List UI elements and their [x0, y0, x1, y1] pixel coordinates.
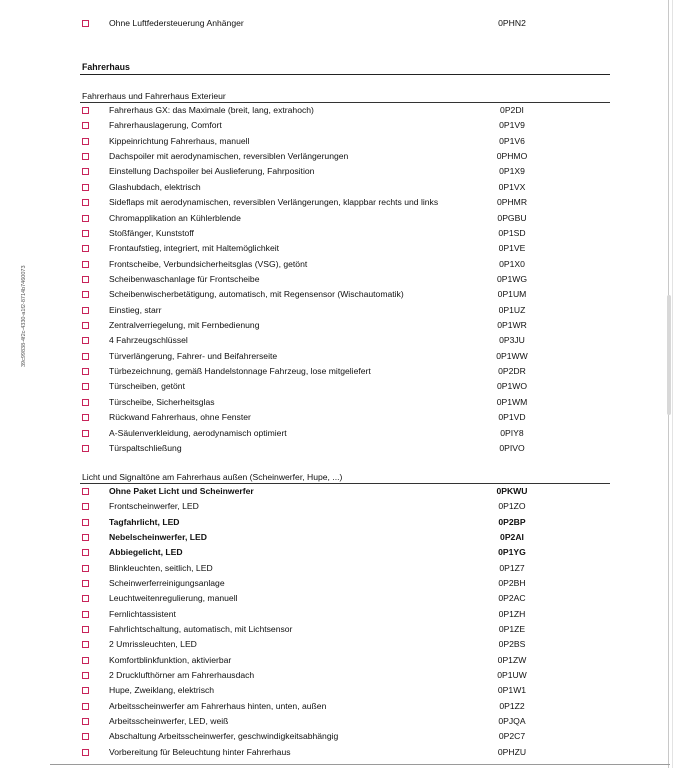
item-code: 0P1VE — [498, 243, 526, 254]
item-code: 0P1WM — [496, 396, 528, 407]
item-code: 0PHMO — [496, 151, 528, 162]
section-rule — [80, 74, 610, 75]
checkbox-icon — [82, 399, 89, 406]
checkbox-icon — [82, 580, 89, 587]
list-item — [82, 272, 610, 287]
checkbox-icon — [82, 368, 89, 375]
list-item — [82, 149, 610, 164]
item-description: Türspaltschließung — [109, 442, 182, 453]
item-description: Arbeitsscheinwerfer, LED, weiß — [109, 715, 229, 726]
item-description: 2 Drucklufthörner am Fahrerhausdach — [109, 669, 255, 680]
item-code: 0P1WG — [496, 273, 528, 284]
checkbox-icon — [82, 687, 89, 694]
checkbox-icon — [82, 519, 89, 526]
item-description: A-Säulenverkleidung, aerodynamisch optimiert — [109, 427, 287, 438]
item-description: Blinkleuchten, seitlich, LED — [109, 562, 213, 573]
checkbox-icon — [82, 153, 89, 160]
item-code: 0P1V6 — [499, 135, 525, 146]
checkbox-icon — [82, 549, 89, 556]
item-description: Sideflaps mit aerodynamischen, reversiblen Verlängerungen, klappbar rechts und links — [109, 197, 439, 208]
checkbox-icon — [82, 488, 89, 495]
list-item — [82, 668, 610, 683]
item-code: 0P2AI — [500, 531, 524, 542]
item-code: 0PHZU — [497, 746, 527, 757]
checkbox-icon — [82, 230, 89, 237]
list-item — [82, 195, 610, 210]
item-code: 0P1Z2 — [499, 700, 525, 711]
list-item — [82, 515, 610, 530]
item-code: 0P2DR — [498, 366, 526, 377]
checkbox-icon — [82, 291, 89, 298]
checkbox-icon — [82, 245, 89, 252]
item-code: 0PKWU — [496, 486, 528, 496]
item-description: Tagfahrlicht, LED — [109, 516, 180, 527]
list-item — [82, 545, 610, 560]
list-item — [82, 683, 610, 698]
item-description: Ohne Luftfedersteuerung Anhänger — [109, 18, 244, 28]
checkbox-icon — [82, 565, 89, 572]
checkbox-icon — [82, 611, 89, 618]
list-item — [82, 484, 610, 499]
list-item — [82, 426, 610, 441]
item-description: Fahrerhauslagerung, Comfort — [109, 120, 222, 131]
checkbox-icon — [82, 276, 89, 283]
list-item — [82, 637, 610, 652]
checkbox-icon — [82, 199, 89, 206]
item-code: 0P1VX — [498, 181, 526, 192]
item-description: Rückwand Fahrerhaus, ohne Fenster — [109, 412, 251, 423]
item-description: Komfortblinkfunktion, aktivierbar — [109, 654, 232, 665]
item-code: 0P2AC — [498, 593, 526, 604]
item-code: 0P3JU — [499, 335, 525, 346]
list-item — [82, 241, 610, 256]
list-item — [82, 211, 610, 226]
checkbox-icon — [82, 383, 89, 390]
item-code: 0P2BP — [498, 516, 526, 527]
item-code: 0P1SD — [498, 227, 526, 238]
item-code: 0P1ZE — [498, 623, 526, 634]
item-code: 0PIVO — [499, 442, 525, 453]
item-description: Frontscheinwerfer, LED — [109, 501, 199, 512]
item-description: Arbeitsscheinwerfer am Fahrerhaus hinten, unten, außen — [109, 700, 327, 711]
item-code: 0P2BH — [498, 577, 526, 588]
list-item — [82, 379, 610, 394]
item-description: Scheibenwischerbetätigung, automatisch, mit Regensensor (Wischautomatik) — [109, 289, 404, 300]
item-code: 0P1UM — [497, 289, 527, 300]
list-item — [82, 364, 610, 379]
checkbox-icon — [82, 414, 89, 421]
item-description: Türverlängerung, Fahrer- und Beifahrerseite — [109, 350, 278, 361]
checkbox-icon — [82, 215, 89, 222]
list-item — [82, 653, 610, 668]
item-description: Kippeinrichtung Fahrerhaus, manuell — [109, 135, 250, 146]
checkbox-icon — [82, 138, 89, 145]
list-item — [82, 530, 610, 545]
checkbox-icon — [82, 261, 89, 268]
checkbox-icon — [82, 430, 89, 437]
checkbox-icon — [82, 168, 89, 175]
list-item — [82, 318, 610, 333]
list-item — [82, 699, 610, 714]
list-item — [82, 164, 610, 179]
checkbox-icon — [82, 20, 89, 27]
item-code: 0PHN2 — [498, 18, 526, 28]
item-description: 4 Fahrzeugschlüssel — [109, 335, 188, 346]
item-code: 0PJQA — [498, 715, 526, 726]
checkbox-icon — [82, 107, 89, 114]
list-item — [82, 287, 610, 302]
list-item — [82, 118, 610, 133]
subsection-heading-lights: Licht und Signaltöne am Fahrerhaus außen (Scheinwerfer, Hupe, ...) — [82, 472, 343, 482]
list-item — [82, 103, 610, 118]
item-code: 0P1WR — [497, 320, 527, 331]
item-code: 0P1X0 — [499, 258, 525, 269]
checkbox-icon — [82, 184, 89, 191]
item-description: Abschaltung Arbeitsscheinwerfer, geschwindigkeitsabhängig — [109, 731, 339, 742]
item-description: Scheibenwaschanlage für Frontscheibe — [109, 273, 260, 284]
item-description: Ohne Paket Licht und Scheinwerfer — [109, 486, 254, 496]
checkbox-icon — [82, 626, 89, 633]
item-code: 0P1W1 — [497, 685, 527, 696]
list-item — [82, 561, 610, 576]
item-description: Fahrlichtschaltung, automatisch, mit Lichtsensor — [109, 623, 293, 634]
item-code: 0P1Z7 — [499, 562, 525, 573]
checkbox-icon — [82, 718, 89, 725]
checkbox-icon — [82, 353, 89, 360]
checkbox-icon — [82, 445, 89, 452]
item-description: Leuchtweitenregulierung, manuell — [109, 593, 238, 604]
subsection-heading-exterior: Fahrerhaus und Fahrerhaus Exterieur — [82, 91, 226, 101]
item-description: Frontscheibe, Verbundsicherheitsglas (VSG), getönt — [109, 258, 308, 269]
list-item — [82, 499, 610, 514]
item-description: Vorbereitung für Beleuchtung hinter Fahrerhaus — [109, 746, 291, 757]
list-item-top — [82, 16, 610, 31]
item-code: 0P1VD — [498, 412, 526, 423]
item-code: 0PHMR — [496, 197, 528, 208]
checkbox-icon — [82, 703, 89, 710]
list-item — [82, 591, 610, 606]
item-code: 0P1V9 — [499, 120, 525, 131]
item-code: 0P1WW — [496, 350, 528, 361]
item-code: 0P1UW — [497, 669, 527, 680]
checkbox-icon — [82, 307, 89, 314]
list-item — [82, 303, 610, 318]
item-description: Nebelscheinwerfer, LED — [109, 531, 207, 542]
item-description: Dachspoiler mit aerodynamischen, reversiblen Verlängerungen — [109, 151, 349, 162]
item-description: Einstieg, starr — [109, 304, 162, 315]
checkbox-icon — [82, 749, 89, 756]
item-description: Scheinwerferreinigungsanlage — [109, 577, 225, 588]
item-description: Türscheiben, getönt — [109, 381, 185, 392]
list-item — [82, 622, 610, 637]
item-code: 0P1UZ — [498, 304, 526, 315]
item-code: 0PGBU — [497, 212, 527, 223]
item-code: 0P1ZH — [498, 608, 526, 619]
list-item — [82, 180, 610, 195]
item-code: 0P2DI — [500, 105, 524, 115]
item-description: Einstellung Dachspoiler bei Auslieferung, Fahrposition — [109, 166, 315, 177]
item-code: 0P2C7 — [498, 731, 526, 742]
item-code: 0P1X9 — [499, 166, 525, 177]
list-item — [82, 729, 610, 744]
checkbox-icon — [82, 322, 89, 329]
list-item — [82, 745, 610, 760]
list-item — [82, 333, 610, 348]
list-item — [82, 410, 610, 425]
item-description: Abbiegelicht, LED — [109, 547, 183, 558]
item-description: Chromapplikation an Kühlerblende — [109, 212, 241, 223]
checkbox-icon — [82, 672, 89, 679]
checkbox-icon — [82, 657, 89, 664]
list-item — [82, 257, 610, 272]
list-item — [82, 134, 610, 149]
item-description: 2 Umrissleuchten, LED — [109, 639, 197, 650]
item-code: 0P1ZW — [497, 654, 527, 665]
list-item — [82, 441, 610, 456]
item-description: Fahrerhaus GX: das Maximale (breit, lang, extrahoch) — [109, 105, 314, 115]
section-title: Fahrerhaus — [82, 62, 130, 72]
checkbox-icon — [82, 503, 89, 510]
list-item — [82, 607, 610, 622]
list-item — [82, 714, 610, 729]
list-item — [82, 395, 610, 410]
page-frame-right-inner — [672, 0, 673, 768]
item-description: Glashubdach, elektrisch — [109, 181, 201, 192]
item-description: Frontaufstieg, integriert, mit Haltemöglichkeit — [109, 243, 280, 254]
item-code: 0P2BS — [498, 639, 526, 650]
checkbox-icon — [82, 595, 89, 602]
item-description: Türbezeichnung, gemäß Handelstonnage Fahrzeug, lose mitgeliefert — [109, 366, 371, 377]
item-code: 0P1WO — [496, 381, 528, 392]
list-item — [82, 576, 610, 591]
item-description: Fernlichtassistent — [109, 608, 176, 619]
checkbox-icon — [82, 337, 89, 344]
item-description: Stoßfänger, Kunststoff — [109, 227, 194, 238]
list-item — [82, 349, 610, 364]
item-code: 0P1ZO — [498, 501, 526, 512]
checkbox-icon — [82, 641, 89, 648]
page-bottom-rule — [50, 764, 670, 765]
checkbox-icon — [82, 733, 89, 740]
item-description: Zentralverriegelung, mit Fernbedienung — [109, 320, 260, 331]
item-description: Hupe, Zweiklang, elektrisch — [109, 685, 215, 696]
item-code: 0P1YG — [498, 547, 526, 558]
item-code: 0PIY8 — [500, 427, 524, 438]
checkbox-icon — [82, 534, 89, 541]
scrollbar-thumb[interactable] — [667, 295, 671, 415]
list-item — [82, 226, 610, 241]
item-description: Türscheibe, Sicherheitsglas — [109, 396, 215, 407]
checkbox-icon — [82, 122, 89, 129]
